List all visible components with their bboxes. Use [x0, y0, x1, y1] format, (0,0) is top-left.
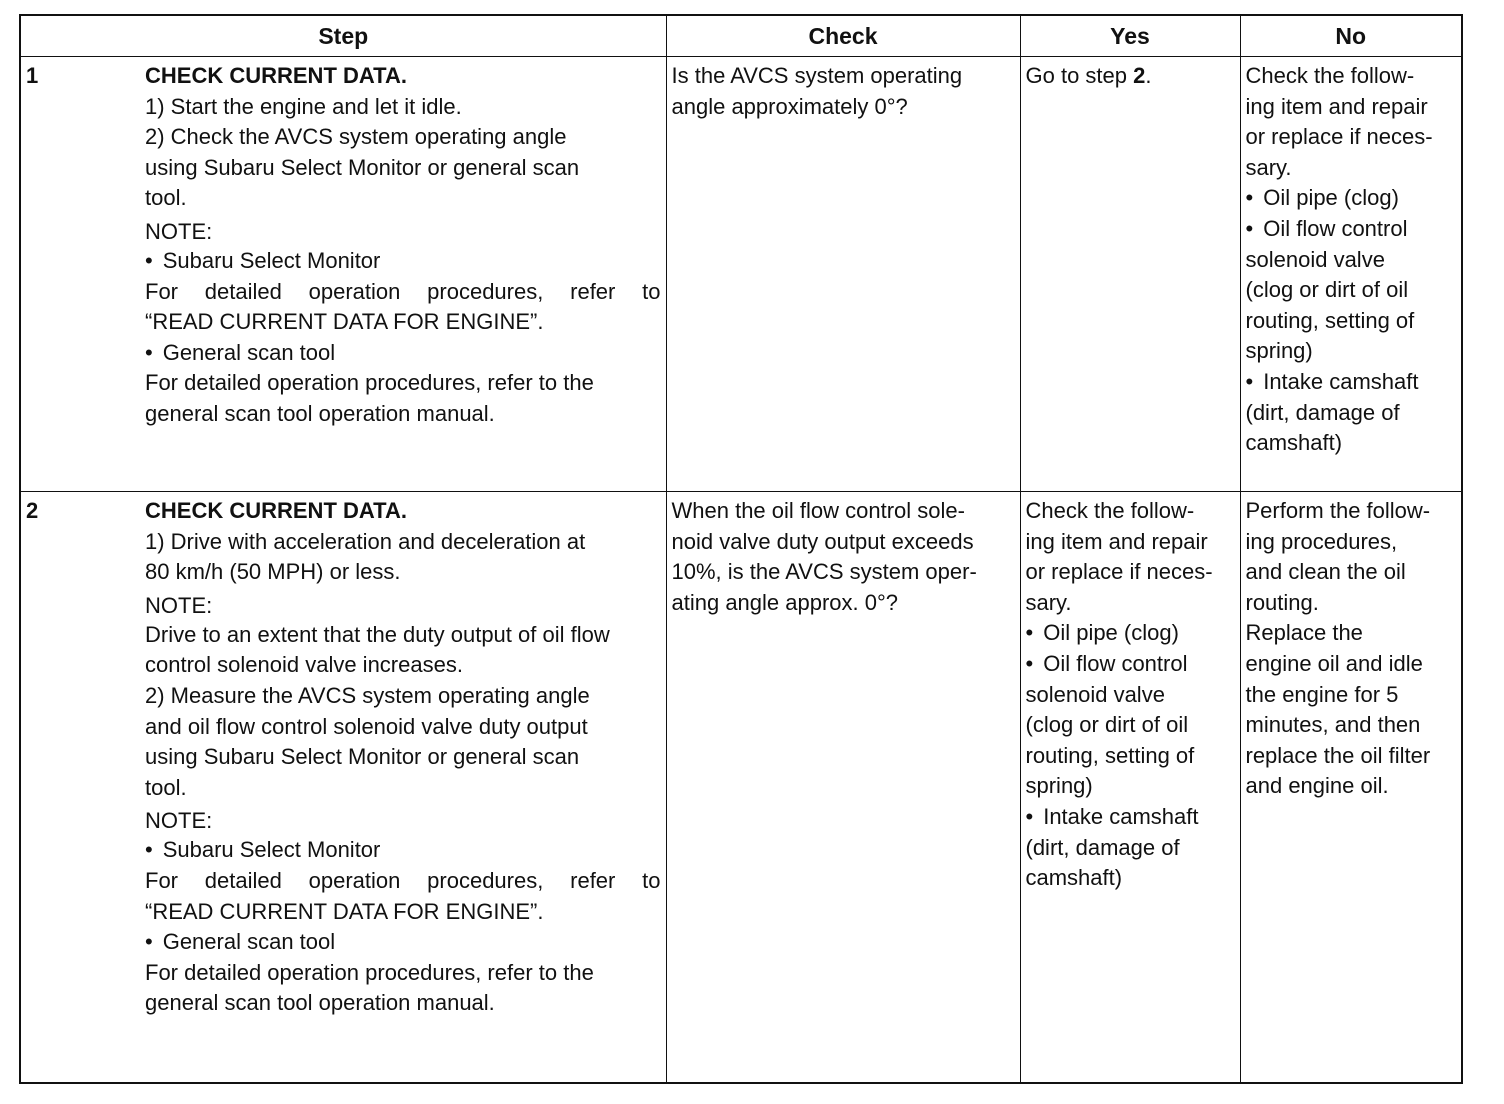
step-line: 1) Drive with acceleration and deceleration at — [145, 528, 586, 554]
yes-text: Go to step — [1025, 63, 1134, 88]
step-title: CHECK CURRENT DATA. — [145, 498, 407, 523]
step-number: 1 — [26, 63, 39, 88]
header-check: Check — [666, 15, 1020, 57]
step-line: 2) Check the AVCS system operating angle — [145, 124, 567, 150]
step-cell — [20, 57, 666, 492]
no-line: Replace the — [1245, 620, 1363, 646]
bullet-item: • General scan tool — [145, 927, 661, 958]
yes-line: or replace if neces- — [1025, 559, 1213, 585]
step-line: 80 km/h (50 MPH) or less. — [145, 559, 401, 585]
step-line: tool. — [145, 774, 187, 800]
step-line: tool. — [145, 185, 187, 211]
yes-line: sary. — [1025, 589, 1072, 615]
no-cell — [1240, 57, 1462, 492]
yes-line: Check the follow- — [1025, 498, 1195, 523]
bullet-continuation: solenoid valve — [1245, 246, 1385, 272]
procedure-line: For detailed operation procedures, refer to the — [145, 370, 594, 396]
step-title: CHECK CURRENT DATA. — [145, 63, 407, 88]
bullet-continuation: routing, setting of — [1245, 307, 1415, 333]
bullet-continuation: (dirt, damage of — [1025, 834, 1180, 860]
bullet-continuation: solenoid valve — [1025, 681, 1165, 707]
step-line: 2) Measure the AVCS system operating angle — [145, 682, 590, 708]
header-row — [20, 15, 1462, 57]
bullet-item: • Subaru Select Monitor — [145, 835, 661, 866]
header-step: Step — [20, 15, 666, 57]
note-line: Drive to an extent that the duty output of oil flow — [145, 621, 610, 647]
bullet-continuation: routing, setting of — [1025, 742, 1195, 768]
check-line: ating angle approx. 0°? — [671, 589, 899, 615]
note-label: NOTE: — [145, 592, 213, 618]
no-line: routing. — [1245, 589, 1319, 615]
check-cell — [666, 57, 1020, 492]
bullet-continuation: (clog or dirt of oil — [1245, 277, 1409, 303]
header-yes: Yes — [1020, 15, 1240, 57]
procedure-line: general scan tool operation manual. — [145, 400, 495, 426]
table-row — [20, 57, 1462, 492]
bullet-continuation: camshaft) — [1245, 430, 1343, 456]
note-label: NOTE: — [145, 808, 213, 834]
no-line: engine oil and idle — [1245, 650, 1423, 676]
bullet-item: • Oil pipe (clog) — [1026, 618, 1235, 649]
check-line: 10%, is the AVCS system oper- — [671, 559, 977, 585]
no-line: sary. — [1245, 154, 1292, 180]
procedure-line: For detailed operation procedures, refer to — [145, 867, 661, 893]
yes-line: ing item and repair — [1025, 528, 1208, 554]
bullet-item: • Oil flow control — [1026, 649, 1235, 680]
yes-step-ref: 2 — [1133, 63, 1146, 88]
step-line: using Subaru Select Monitor or general scan — [145, 154, 580, 180]
no-line: ing item and repair — [1245, 93, 1428, 119]
bullet-item: • Oil flow control — [1246, 214, 1457, 245]
no-cell — [1240, 492, 1462, 1084]
bullet-item: • Oil pipe (clog) — [1246, 183, 1457, 214]
bullet-continuation: (clog or dirt of oil — [1025, 712, 1189, 738]
procedure-line: “READ CURRENT DATA FOR ENGINE”. — [145, 309, 544, 335]
bullet-continuation: spring) — [1245, 338, 1313, 364]
note-label: NOTE: — [145, 218, 213, 244]
no-line: and clean the oil — [1245, 559, 1406, 585]
no-line: replace the oil filter — [1245, 742, 1431, 768]
bullet-item: • Intake camshaft — [1246, 367, 1457, 398]
no-line: Perform the follow- — [1245, 498, 1431, 523]
check-cell — [666, 492, 1020, 1084]
note-line: control solenoid valve increases. — [145, 652, 463, 678]
bullet-continuation: (dirt, damage of — [1245, 399, 1400, 425]
check-line: Is the AVCS system operating — [671, 63, 963, 88]
step-cell — [20, 492, 666, 1084]
step-number: 2 — [26, 498, 39, 523]
procedure-line: For detailed operation procedures, refer to — [145, 278, 661, 304]
header-no: No — [1240, 15, 1462, 57]
bullet-item: • Subaru Select Monitor — [145, 246, 661, 277]
yes-cell — [1020, 492, 1240, 1084]
no-line: the engine for 5 — [1245, 681, 1399, 707]
no-line: minutes, and then — [1245, 712, 1421, 738]
no-line: ing procedures, — [1245, 528, 1398, 554]
check-line: When the oil flow control sole- — [671, 498, 965, 523]
bullet-item: • General scan tool — [145, 338, 661, 369]
step-line: using Subaru Select Monitor or general scan — [145, 744, 580, 770]
procedure-line: “READ CURRENT DATA FOR ENGINE”. — [145, 898, 544, 924]
diagnostic-table — [19, 14, 1463, 1084]
bullet-continuation: camshaft) — [1025, 865, 1123, 891]
no-line: or replace if neces- — [1245, 124, 1433, 150]
bullet-continuation: spring) — [1025, 773, 1093, 799]
table-row — [20, 492, 1462, 1084]
procedure-line: For detailed operation procedures, refer to the — [145, 959, 594, 985]
step-line: and oil flow control solenoid valve duty output — [145, 713, 588, 739]
no-line: and engine oil. — [1245, 773, 1389, 799]
check-line: angle approximately 0°? — [671, 93, 908, 119]
step-line: 1) Start the engine and let it idle. — [145, 93, 462, 119]
procedure-line: general scan tool operation manual. — [145, 990, 495, 1016]
no-line: Check the follow- — [1245, 63, 1415, 88]
bullet-item: • Intake camshaft — [1026, 802, 1235, 833]
yes-text-end: . — [1145, 63, 1152, 88]
yes-cell — [1020, 57, 1240, 492]
check-line: noid valve duty output exceeds — [671, 528, 974, 554]
